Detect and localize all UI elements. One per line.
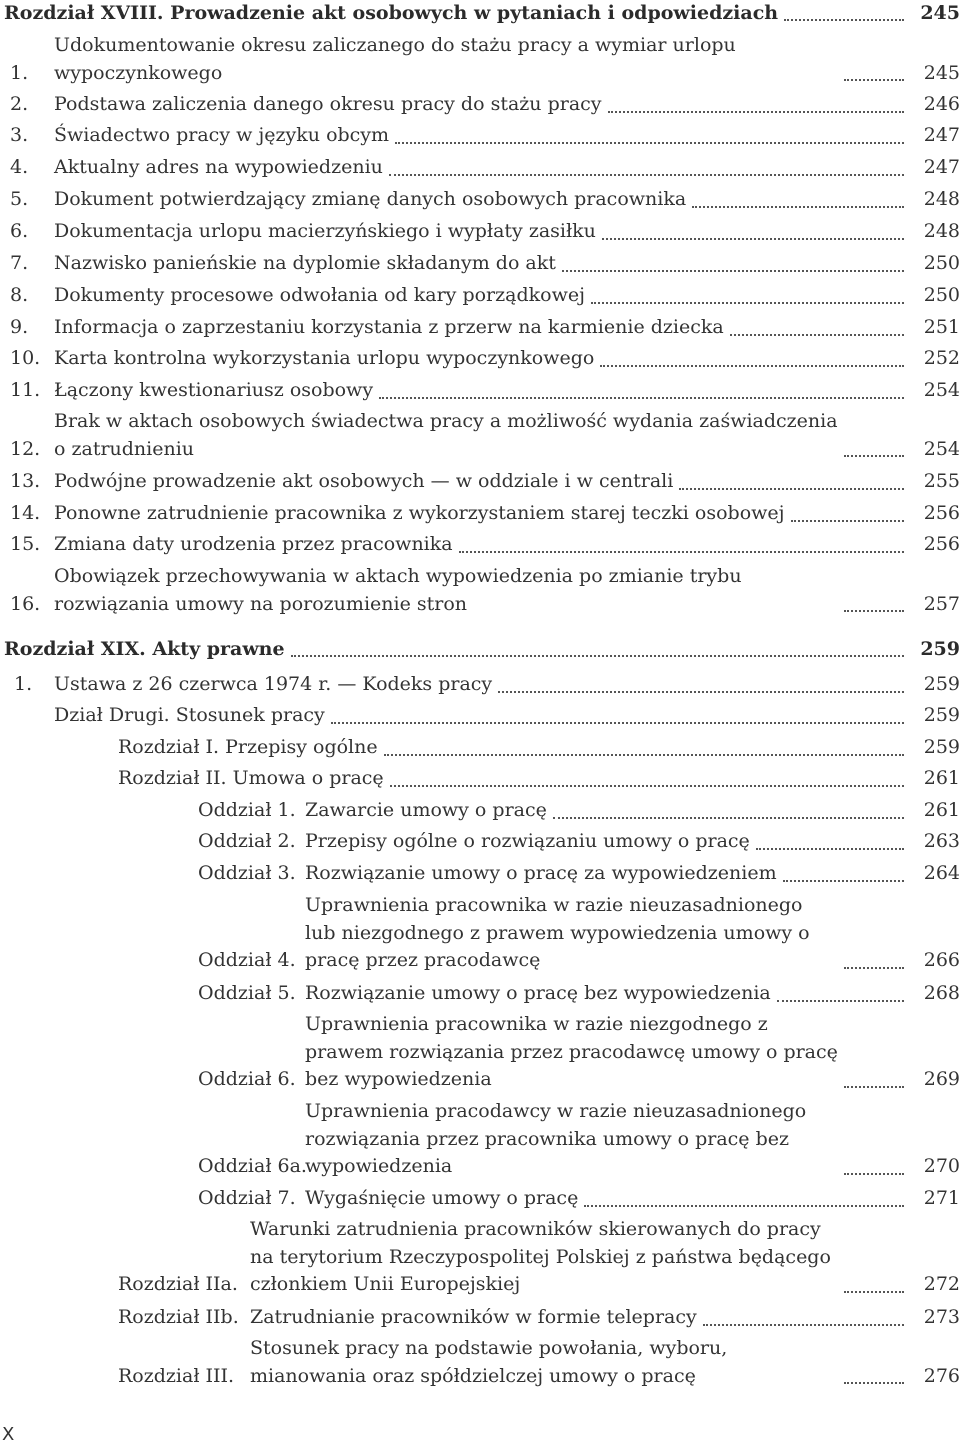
page-number: 259 (920, 638, 960, 660)
entry-number: Oddział 6. (198, 1068, 296, 1090)
entry-number: Oddział 3. (198, 862, 296, 884)
dot-leader (844, 455, 904, 457)
entry-title: Stosunek pracy na podstawie powołania, wyboru, mianowania oraz spółdzielczej umowy o pracę (250, 1337, 728, 1387)
page-number: 269 (923, 1068, 960, 1090)
entry-title: Brak w aktach osobowych świadectwa pracy a możliwość wydania zaświadczenia o zatrudnieniu (54, 410, 838, 460)
entry-number: 13. (10, 470, 41, 492)
toc-entry[interactable] (0, 1098, 960, 1181)
dot-leader (844, 1086, 904, 1088)
dot-leader (498, 691, 904, 693)
dot-leader (600, 365, 904, 367)
page-number: 248 (923, 188, 960, 210)
dot-leader (602, 238, 904, 240)
page-number: 248 (923, 220, 960, 242)
entry-number: Oddział 6a. (198, 1155, 307, 1177)
page-number: 259 (923, 704, 960, 726)
entry-title: Uprawnienia pracodawcy w razie nieuzasadnionego rozwiązania przez pracownika umowy o pracę bez wypowiedzenia (305, 1100, 807, 1177)
entry-number: Oddział 4. (198, 949, 296, 971)
chapter-title: Rozdział XVIII. Prowadzenie akt osobowych w pytaniach i odpowiedziach (4, 2, 779, 24)
dot-leader (756, 848, 904, 850)
entry-number: 3. (10, 124, 29, 146)
dot-leader (384, 754, 904, 756)
dot-leader (291, 655, 904, 657)
page-number: 247 (923, 156, 960, 178)
dot-leader (844, 1173, 904, 1175)
entry-title: Dział Drugi. Stosunek pracy (54, 704, 325, 726)
entry-title: Uprawnienia pracownika w razie niezgodnego z prawem rozwiązania przez pracodawcę umowy o pracę bez wypowiedzenia (305, 1013, 838, 1090)
entry-number: 1. (14, 673, 33, 695)
toc-entry[interactable] (0, 980, 960, 1008)
dot-leader (389, 174, 904, 176)
toc-entry[interactable] (0, 468, 960, 496)
entry-title: Dokumenty procesowe odwołania od kary porządkowej (54, 284, 585, 306)
dot-leader (390, 785, 904, 787)
entry-title: Łączony kwestionariusz osobowy (54, 379, 374, 401)
entry-title: Rozwiązanie umowy o pracę bez wypowiedzenia (305, 982, 771, 1004)
dot-leader (692, 206, 904, 208)
toc-entry[interactable] (0, 1304, 960, 1332)
dot-leader (844, 610, 904, 612)
toc-entry[interactable] (0, 1335, 960, 1390)
entry-number: Oddział 5. (198, 982, 296, 1004)
toc-entry[interactable] (0, 122, 960, 150)
entry-title: Aktualny adres na wypowiedzeniu (54, 156, 383, 178)
entry-title: Rozdział II. Umowa o pracę (118, 767, 384, 789)
entry-number: Rozdział III. (118, 1364, 235, 1387)
toc-entry[interactable] (0, 32, 960, 87)
entry-title: Zawarcie umowy o pracę (305, 799, 547, 821)
page-number: 245 (923, 61, 960, 84)
page-number: 271 (923, 1187, 960, 1209)
entry-number: Rozdział IIb. (118, 1306, 239, 1328)
entry-number: 11. (10, 379, 41, 401)
dot-leader (844, 1382, 904, 1384)
entry-number: Rozdział IIa. (118, 1273, 238, 1295)
entry-title: Dokument potwierdzający zmianę danych osobowych pracownika (54, 188, 687, 210)
entry-title: Udokumentowanie okresu zaliczanego do stażu pracy a wymiar urlopu wypoczynkowego (54, 34, 736, 84)
entry-number: 6. (10, 220, 29, 242)
page-number: 257 (923, 592, 960, 615)
entry-number: 14. (10, 502, 41, 524)
toc-entry[interactable] (0, 408, 960, 463)
page-number: 256 (923, 502, 960, 524)
dot-leader (379, 397, 904, 399)
page-number: 276 (923, 1364, 960, 1387)
toc-entry[interactable] (0, 345, 960, 373)
entry-title: Podwójne prowadzenie akt osobowych — w oddziale i w centrali (54, 470, 674, 492)
entry-number: 15. (10, 533, 41, 555)
toc-entry[interactable] (0, 702, 960, 730)
toc-entry[interactable] (0, 500, 960, 528)
dot-leader (844, 79, 904, 81)
dot-leader (784, 19, 904, 21)
entry-title: Karta kontrolna wykorzystania urlopu wypoczynkowego (54, 347, 595, 369)
page-number: 273 (923, 1306, 960, 1328)
dot-leader (584, 1205, 904, 1207)
entry-number: 7. (10, 252, 29, 274)
entry-title: Przepisy ogólne o rozwiązaniu umowy o pracę (305, 830, 750, 852)
entry-number: 2. (10, 93, 29, 115)
entry-title: Ponowne zatrudnienie pracownika z wykorzystaniem starej teczki osobowej (54, 502, 785, 524)
entry-title: Zmiana daty urodzenia przez pracownika (54, 533, 453, 555)
toc-entry[interactable] (0, 377, 960, 405)
entry-title: Warunki zatrudnienia pracowników skierowanych do pracy na terytorium Rzeczypospolitej Polskiej z państwa będącego członkiem Unii Europejskiej (250, 1218, 831, 1295)
page-number: 259 (923, 673, 960, 695)
roman-page-numeral: X (2, 1424, 15, 1445)
toc-entry[interactable] (0, 1185, 960, 1213)
entry-title: Uprawnienia pracownika w razie nieuzasadnionego lub niezgodnego z prawem wypowiedzenia umowy o pracę przez pracodawcę (305, 894, 810, 971)
dot-leader (459, 551, 904, 553)
chapter-heading (4, 0, 960, 27)
toc-entry[interactable] (0, 828, 960, 856)
toc-entry[interactable] (0, 797, 960, 825)
page-number: 255 (923, 470, 960, 492)
toc-entry[interactable] (0, 186, 960, 214)
toc-entry[interactable] (0, 563, 960, 618)
page-number: 266 (923, 949, 960, 971)
entry-title: Podstawa zaliczenia danego okresu pracy do stażu pracy (54, 93, 602, 115)
dot-leader (331, 722, 904, 724)
dot-leader (679, 488, 904, 490)
entry-title: Wygaśnięcie umowy o pracę (305, 1187, 579, 1209)
entry-number: 5. (10, 188, 29, 210)
entry-title: Ustawa z 26 czerwca 1974 r. — Kodeks pracy (54, 673, 493, 695)
dot-leader (777, 1000, 904, 1002)
entry-title: Informacja o zaprzestaniu korzystania z przerw na karmienie dziecka (54, 316, 724, 338)
dot-leader (791, 520, 904, 522)
page-number: 250 (923, 284, 960, 306)
entry-number: 8. (10, 284, 29, 306)
page-number: 254 (923, 379, 960, 401)
chapter-title: Rozdział XIX. Akty prawne (4, 638, 285, 660)
dot-leader (730, 334, 904, 336)
dot-leader (553, 817, 904, 819)
dot-leader (562, 270, 904, 272)
dot-leader (591, 302, 904, 304)
entry-number: Oddział 2. (198, 830, 296, 852)
dot-leader (395, 142, 904, 144)
page-number: 270 (923, 1155, 960, 1177)
page-number: 264 (923, 862, 960, 884)
entry-number: Oddział 1. (198, 799, 296, 821)
page-number: 247 (923, 124, 960, 146)
toc-entry[interactable] (0, 1216, 960, 1299)
toc-entry[interactable] (0, 282, 960, 310)
entry-number: 4. (10, 156, 29, 178)
page-number: 245 (920, 2, 960, 24)
page-number: 261 (923, 767, 960, 789)
page-number: 259 (923, 736, 960, 758)
entry-title: Rozdział I. Przepisy ogólne (118, 736, 378, 758)
page-number: 272 (923, 1273, 960, 1295)
page-number: 256 (923, 533, 960, 555)
entry-title: Obowiązek przechowywania w aktach wypowiedzenia po zmianie trybu rozwiązania umowy na porozumienie stron (54, 565, 742, 615)
page-number: 252 (923, 347, 960, 369)
entry-title: Dokumentacja urlopu macierzyńskiego i wypłaty zasiłku (54, 220, 596, 242)
toc-entry[interactable] (0, 765, 960, 793)
entry-title: Nazwisko panieńskie na dyplomie składanym do akt (54, 252, 556, 274)
page-number: 246 (923, 93, 960, 115)
page-number: 251 (923, 316, 960, 338)
toc-entry[interactable] (0, 860, 960, 888)
toc-entry[interactable] (0, 531, 960, 559)
toc-entry[interactable] (0, 671, 960, 699)
page-number: 250 (923, 252, 960, 274)
page-number: 263 (923, 830, 960, 852)
toc-entry[interactable] (0, 154, 960, 182)
dot-leader (844, 967, 904, 969)
entry-number: Oddział 7. (198, 1187, 296, 1209)
entry-number: 12. (10, 437, 41, 460)
page-number: 261 (923, 799, 960, 821)
dot-leader (608, 111, 904, 113)
dot-leader (703, 1324, 904, 1326)
toc-entry[interactable] (0, 734, 960, 762)
entry-title: Rozwiązanie umowy o pracę za wypowiedzeniem (305, 862, 777, 884)
entry-title: Zatrudnianie pracowników w formie telepracy (250, 1306, 697, 1328)
entry-title: Świadectwo pracy w języku obcym (54, 124, 390, 146)
toc-entry[interactable] (0, 1011, 960, 1094)
toc-entry[interactable] (0, 892, 960, 975)
toc-entry[interactable] (0, 218, 960, 246)
page-number: 254 (923, 437, 960, 460)
toc-entry[interactable] (0, 91, 960, 119)
dot-leader (783, 880, 904, 882)
entry-number: 9. (10, 316, 29, 338)
page-number: 268 (923, 982, 960, 1004)
entry-number: 1. (10, 61, 29, 84)
entry-number: 10. (10, 347, 41, 369)
entry-number: 16. (10, 592, 41, 615)
dot-leader (844, 1291, 904, 1293)
toc-entry[interactable] (0, 250, 960, 278)
chapter-heading (4, 636, 960, 663)
toc-entry[interactable] (0, 314, 960, 342)
